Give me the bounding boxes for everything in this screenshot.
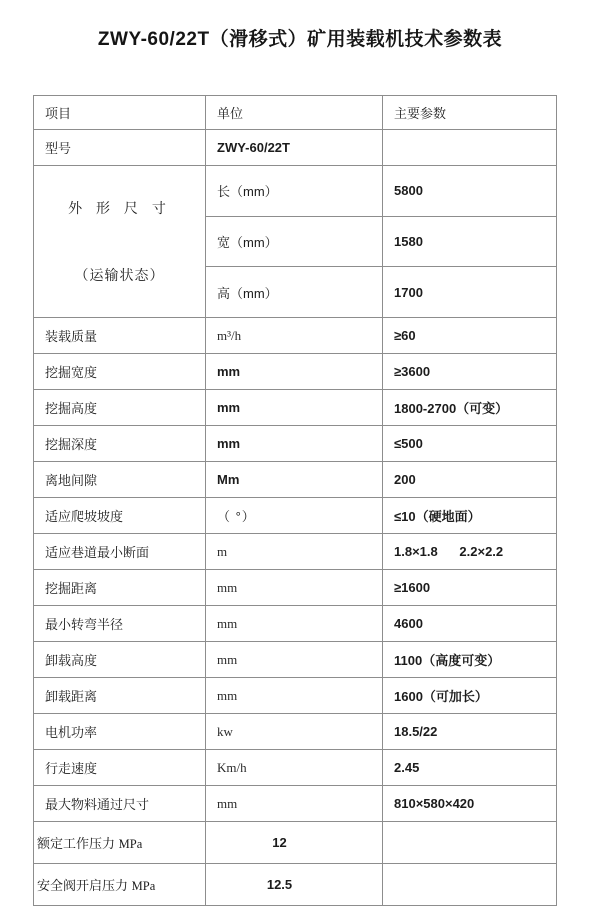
table-row-dim-length [34, 166, 557, 217]
row-param: ≤500 [383, 426, 557, 462]
row-param: ≥60 [383, 318, 557, 354]
row-item-label: 装载质量 [34, 318, 206, 354]
row-unit: mm [206, 606, 383, 642]
pressure-param [383, 864, 557, 906]
table-row-rated-working-pressure [34, 822, 557, 864]
table-row-travel-speed [34, 750, 557, 786]
row-param: 1600（可加长） [383, 678, 557, 714]
row-unit: Km/h [206, 750, 383, 786]
pressure-value: 12 [206, 822, 383, 864]
row-unit: mm [206, 678, 383, 714]
row-param: 1800-2700（可变） [383, 390, 557, 426]
row-item-label: 挖掘深度 [34, 426, 206, 462]
row-unit: mm [206, 570, 383, 606]
table-row-motor-power [34, 714, 557, 750]
pressure-item-text: 安全阀开启压力 [37, 878, 129, 893]
table-row-ground-clearance [34, 462, 557, 498]
page-title: ZWY-60/22T（滑移式）矿用装载机技术参数表 [97, 29, 503, 50]
table-row-unloading-distance [34, 678, 557, 714]
dim-width-unit: 宽（mm） [206, 216, 383, 267]
row-item-label: 挖掘距离 [34, 570, 206, 606]
header-unit: 单位 [206, 96, 383, 130]
table-row-digging-width [34, 354, 557, 390]
pressure-param [383, 822, 557, 864]
dim-width-param: 1580 [383, 216, 557, 267]
row-param: 810×580×420 [383, 786, 557, 822]
row-param: ≤10（硬地面） [383, 498, 557, 534]
row-item-label: 挖掘宽度 [34, 354, 206, 390]
row-item-label: 挖掘高度 [34, 390, 206, 426]
row-unit: m³/h [206, 318, 383, 354]
model-value: ZWY-60/22T [206, 130, 383, 166]
dimensions-label-line2: （运输状态） [74, 267, 165, 283]
row-unit: Mm [206, 462, 383, 498]
table-row-model [34, 130, 557, 166]
model-label: 型号 [34, 130, 206, 166]
model-param [383, 130, 557, 166]
table-row-digging-depth [34, 426, 557, 462]
header-param: 主要参数 [383, 96, 557, 130]
row-item-label: 最大物料通过尺寸 [34, 786, 206, 822]
row-item-label: 电机功率 [34, 714, 206, 750]
table-row-min-turning-radius [34, 606, 557, 642]
row-param: 2.45 [383, 750, 557, 786]
row-unit: m [206, 534, 383, 570]
row-unit: mm [206, 786, 383, 822]
dim-length-param: 5800 [383, 166, 557, 217]
dimensions-label-line1: 外 形 尺 寸 [68, 200, 171, 216]
pressure-row-label [34, 822, 206, 864]
row-item-label: 适应巷道最小断面 [34, 534, 206, 570]
row-item-label: 离地间隙 [34, 462, 206, 498]
dim-height-param: 1700 [383, 267, 557, 318]
table-row-safety-valve-pressure [34, 864, 557, 906]
table-row-digging-distance [34, 570, 557, 606]
row-unit: mm [206, 354, 383, 390]
pressure-item-unit: MPa [131, 879, 156, 893]
pressure-item-text: 额定工作压力 [37, 836, 116, 851]
table-row-loading-capacity [34, 318, 557, 354]
row-param: ≥1600 [383, 570, 557, 606]
header-item: 项目 [34, 96, 206, 130]
dim-height-unit: 高（mm） [206, 267, 383, 318]
row-item-label: 最小转弯半径 [34, 606, 206, 642]
row-item-label: 卸载距离 [34, 678, 206, 714]
row-param: 18.5/22 [383, 714, 557, 750]
pressure-value: 12.5 [206, 864, 383, 906]
dimensions-merged-label [34, 166, 206, 318]
row-item-label: 卸载高度 [34, 642, 206, 678]
table-row-digging-height [34, 390, 557, 426]
row-unit: mm [206, 642, 383, 678]
spec-table [33, 95, 557, 906]
row-item-label: 适应爬坡坡度 [34, 498, 206, 534]
table-row-max-material-size [34, 786, 557, 822]
table-header-row [34, 96, 557, 130]
dim-length-unit: 长（mm） [206, 166, 383, 217]
row-param: 4600 [383, 606, 557, 642]
row-param: ≥3600 [383, 354, 557, 390]
table-row-gradeability [34, 498, 557, 534]
row-unit: （ °） [206, 498, 383, 534]
row-param: 200 [383, 462, 557, 498]
row-unit: mm [206, 426, 383, 462]
pressure-item-unit: MPa [118, 837, 143, 851]
row-param: 1.8×1.8 2.2×2.2 [383, 534, 557, 570]
table-row-unloading-height [34, 642, 557, 678]
row-unit: kw [206, 714, 383, 750]
row-item-label: 行走速度 [34, 750, 206, 786]
table-row-min-tunnel-section [34, 534, 557, 570]
row-param: 1100（高度可变） [383, 642, 557, 678]
pressure-row-label [34, 864, 206, 906]
row-unit: mm [206, 390, 383, 426]
